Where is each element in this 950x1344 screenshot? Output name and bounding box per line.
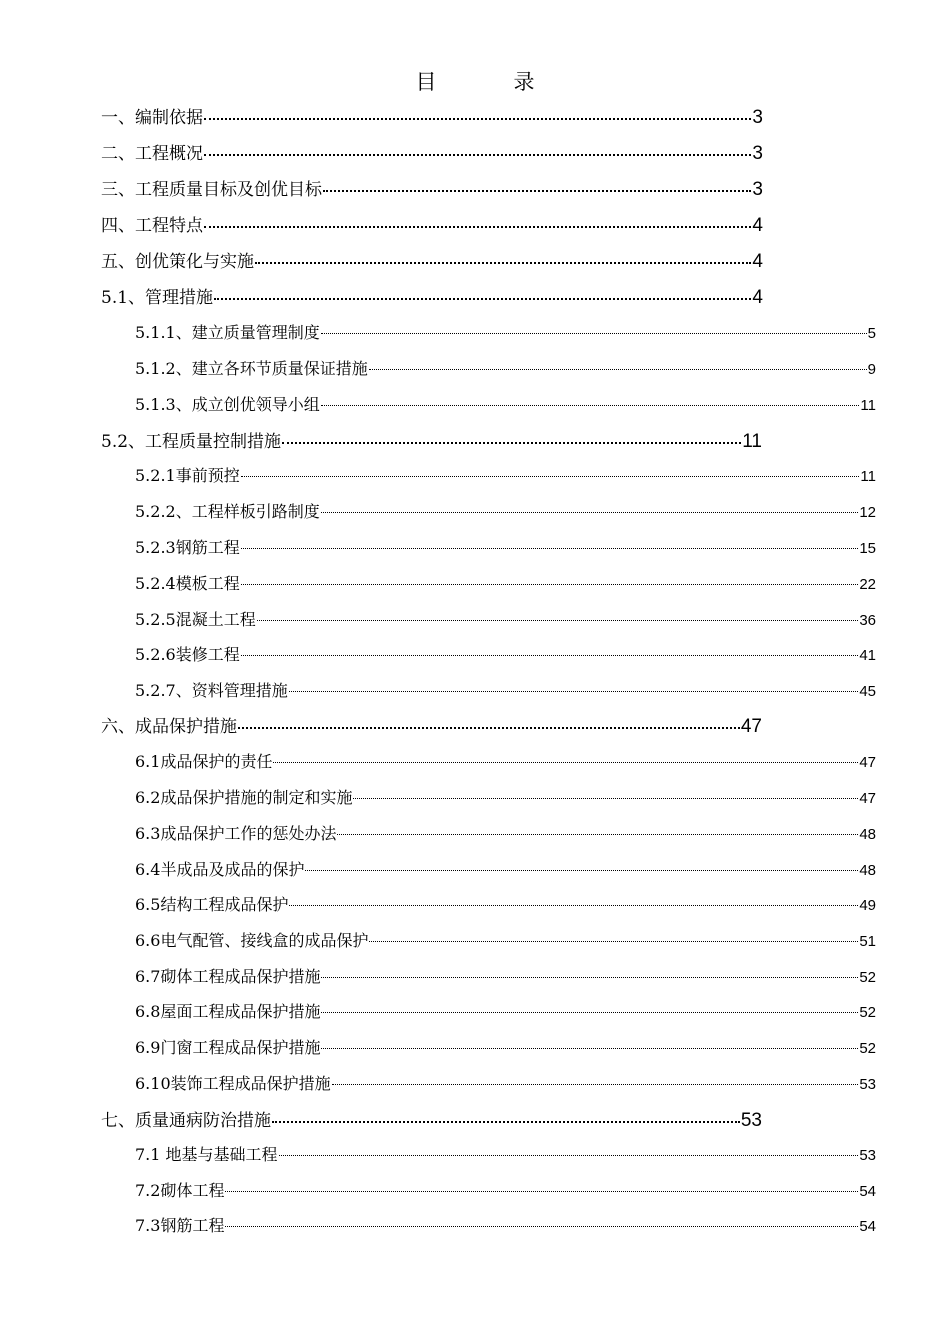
- dot-leader: [321, 512, 859, 513]
- toc-entry[interactable]: [135, 857, 876, 881]
- toc-entry[interactable]: [135, 678, 876, 702]
- dot-leader: [282, 442, 741, 444]
- dot-leader: [225, 1191, 858, 1192]
- toc-entry-label: 7.3钢筋工程: [135, 1216, 225, 1235]
- toc-entry-label: 6.7砌体工程成品保护措施: [135, 967, 321, 986]
- toc-entry[interactable]: [101, 712, 762, 736]
- toc-entry[interactable]: [135, 1071, 876, 1095]
- toc-entry-page-number: 4: [752, 251, 763, 272]
- dot-leader: [305, 870, 858, 871]
- toc-entry-label: 6.8屋面工程成品保护措施: [135, 1002, 321, 1021]
- toc-entry[interactable]: [135, 571, 876, 595]
- toc-entry[interactable]: [135, 356, 876, 380]
- dot-leader: [337, 834, 858, 835]
- dot-leader: [204, 118, 751, 120]
- toc-entry-page-number: 5: [867, 325, 876, 342]
- toc-entry[interactable]: [135, 499, 876, 523]
- toc-entry-page-number: 48: [859, 826, 876, 843]
- toc-entry-page-number: 54: [859, 1183, 876, 1200]
- toc-entry-label: 5.2.5混凝土工程: [135, 610, 256, 629]
- dot-leader: [332, 1084, 859, 1085]
- toc-entry-label: 7.2砌体工程: [135, 1181, 225, 1200]
- toc-entry-label: 5.2、工程质量控制措施: [101, 432, 282, 452]
- toc-entry-label: 三、工程质量目标及创优目标: [101, 180, 322, 200]
- toc-entry[interactable]: [135, 1178, 876, 1202]
- dot-leader: [255, 262, 751, 264]
- toc-entry-label: 6.1成品保护的责任: [135, 752, 273, 771]
- toc-entry[interactable]: [101, 427, 762, 451]
- dot-leader: [241, 584, 859, 585]
- toc-entry-page-number: 9: [867, 361, 876, 378]
- dot-leader: [321, 405, 860, 406]
- toc-title: 目 录: [415, 70, 563, 94]
- toc-entry-label: 5.1.1、建立质量管理制度: [135, 323, 320, 342]
- toc-entry[interactable]: [101, 1106, 762, 1130]
- dot-leader: [289, 691, 859, 692]
- toc-entry-label: 6.6电气配管、接线盒的成品保护: [135, 931, 369, 950]
- dot-leader: [225, 1226, 858, 1227]
- toc-entry-page-number: 15: [859, 540, 876, 557]
- toc-entry-label: 5.1.2、建立各环节质量保证措施: [135, 359, 368, 378]
- toc-entry-page-number: 52: [859, 969, 876, 986]
- toc-entry-page-number: 41: [859, 647, 876, 664]
- toc-entry[interactable]: [135, 964, 876, 988]
- dot-leader: [369, 941, 858, 942]
- toc-entry-label: 七、质量通病防治措施: [101, 1111, 271, 1131]
- toc-entry[interactable]: [101, 175, 763, 199]
- toc-entry-label: 5.2.4模板工程: [135, 574, 240, 593]
- toc-entry-page-number: 48: [859, 862, 876, 879]
- toc-entry-label: 5.2.6装修工程: [135, 645, 240, 664]
- dot-leader: [289, 905, 858, 906]
- toc-entry-page-number: 11: [742, 431, 762, 452]
- toc-entry-label: 7.1 地基与基础工程: [135, 1145, 278, 1164]
- toc-entry[interactable]: [135, 1213, 876, 1237]
- toc-entry[interactable]: [135, 892, 876, 916]
- dot-leader: [204, 154, 751, 156]
- toc-entry[interactable]: [135, 1142, 876, 1166]
- toc-entry-label: 5.2.2、工程样板引路制度: [135, 502, 320, 521]
- dot-leader: [353, 798, 858, 799]
- toc-entry-page-number: 45: [859, 683, 876, 700]
- toc-entry-page-number: 49: [859, 897, 876, 914]
- dot-leader: [238, 727, 740, 729]
- toc-entry[interactable]: [135, 320, 876, 344]
- toc-entry-label: 六、成品保护措施: [101, 717, 237, 737]
- toc-entry[interactable]: [135, 1035, 876, 1059]
- toc-entry-label: 5.1、管理措施: [101, 288, 214, 308]
- toc-entry[interactable]: [135, 999, 876, 1023]
- dot-leader: [241, 548, 859, 549]
- toc-entry[interactable]: [101, 139, 763, 163]
- toc-entry-page-number: 36: [859, 612, 876, 629]
- dot-leader: [321, 333, 867, 334]
- toc-entry[interactable]: [135, 392, 876, 416]
- toc-entry-label: 6.4半成品及成品的保护: [135, 860, 305, 879]
- toc-entry[interactable]: [135, 749, 876, 773]
- toc-entry-label: 6.10装饰工程成品保护措施: [135, 1074, 331, 1093]
- toc-entry-page-number: 47: [859, 754, 876, 771]
- toc-entry[interactable]: [101, 103, 763, 127]
- toc-entry-label: 一、编制依据: [101, 108, 203, 128]
- toc-entry-label: 5.2.7、资料管理措施: [135, 681, 288, 700]
- toc-entry-page-number: 47: [859, 790, 876, 807]
- dot-leader: [369, 369, 867, 370]
- toc-entry-label: 6.5结构工程成品保护: [135, 895, 289, 914]
- toc-entry[interactable]: [135, 785, 876, 809]
- dot-leader: [323, 190, 751, 192]
- toc-entry-page-number: 51: [859, 933, 876, 950]
- toc-entry-page-number: 52: [859, 1004, 876, 1021]
- toc-entry[interactable]: [135, 463, 876, 487]
- toc-entry-label: 五、创优策化与实施: [101, 252, 254, 272]
- toc-entry-page-number: 53: [859, 1076, 876, 1093]
- dot-leader: [214, 298, 751, 300]
- toc-entry[interactable]: [135, 642, 876, 666]
- dot-leader: [272, 1121, 740, 1123]
- dot-leader: [241, 476, 860, 477]
- toc-entry-label: 6.3成品保护工作的惩处办法: [135, 824, 337, 843]
- toc-entry-label: 二、工程概况: [101, 144, 203, 164]
- toc-entry-label: 6.2成品保护措施的制定和实施: [135, 788, 353, 807]
- toc-entry-page-number: 53: [859, 1147, 876, 1164]
- dot-leader: [321, 1048, 858, 1049]
- toc-entry[interactable]: [135, 607, 876, 631]
- toc-entry-page-number: 52: [859, 1040, 876, 1057]
- dot-leader: [321, 977, 858, 978]
- dot-leader: [204, 226, 751, 228]
- toc-entry[interactable]: [101, 247, 763, 271]
- toc-entry-label: 5.1.3、成立创优领导小组: [135, 395, 320, 414]
- toc-entry-page-number: 47: [740, 716, 762, 737]
- toc-entry-page-number: 12: [859, 504, 876, 521]
- dot-leader: [273, 762, 858, 763]
- toc-entry-page-number: 3: [752, 179, 763, 200]
- toc-entry-page-number: 4: [752, 215, 763, 236]
- toc-entry-label: 5.2.1事前预控: [135, 466, 240, 485]
- toc-entry[interactable]: [101, 211, 763, 235]
- toc-entry-label: 四、工程特点: [101, 216, 203, 236]
- toc-entry-page-number: 53: [740, 1110, 762, 1131]
- toc-entry-label: 6.9门窗工程成品保护措施: [135, 1038, 321, 1057]
- dot-leader: [321, 1012, 858, 1013]
- toc-entry-page-number: 3: [752, 143, 763, 164]
- dot-leader: [279, 1155, 859, 1156]
- toc-entry-label: 5.2.3钢筋工程: [135, 538, 240, 557]
- toc-entry-page-number: 22: [859, 576, 876, 593]
- toc-entry[interactable]: [135, 928, 876, 952]
- toc-entry[interactable]: [135, 535, 876, 559]
- toc-entry-page-number: 4: [752, 287, 763, 308]
- toc-entry-page-number: 11: [860, 397, 876, 414]
- toc-entry-page-number: 54: [859, 1218, 876, 1235]
- toc-entry-page-number: 3: [752, 107, 763, 128]
- toc-entry[interactable]: [101, 283, 763, 307]
- dot-leader: [241, 655, 859, 656]
- dot-leader: [257, 620, 859, 621]
- toc-entry-page-number: 11: [860, 468, 876, 485]
- toc-entry[interactable]: [135, 821, 876, 845]
